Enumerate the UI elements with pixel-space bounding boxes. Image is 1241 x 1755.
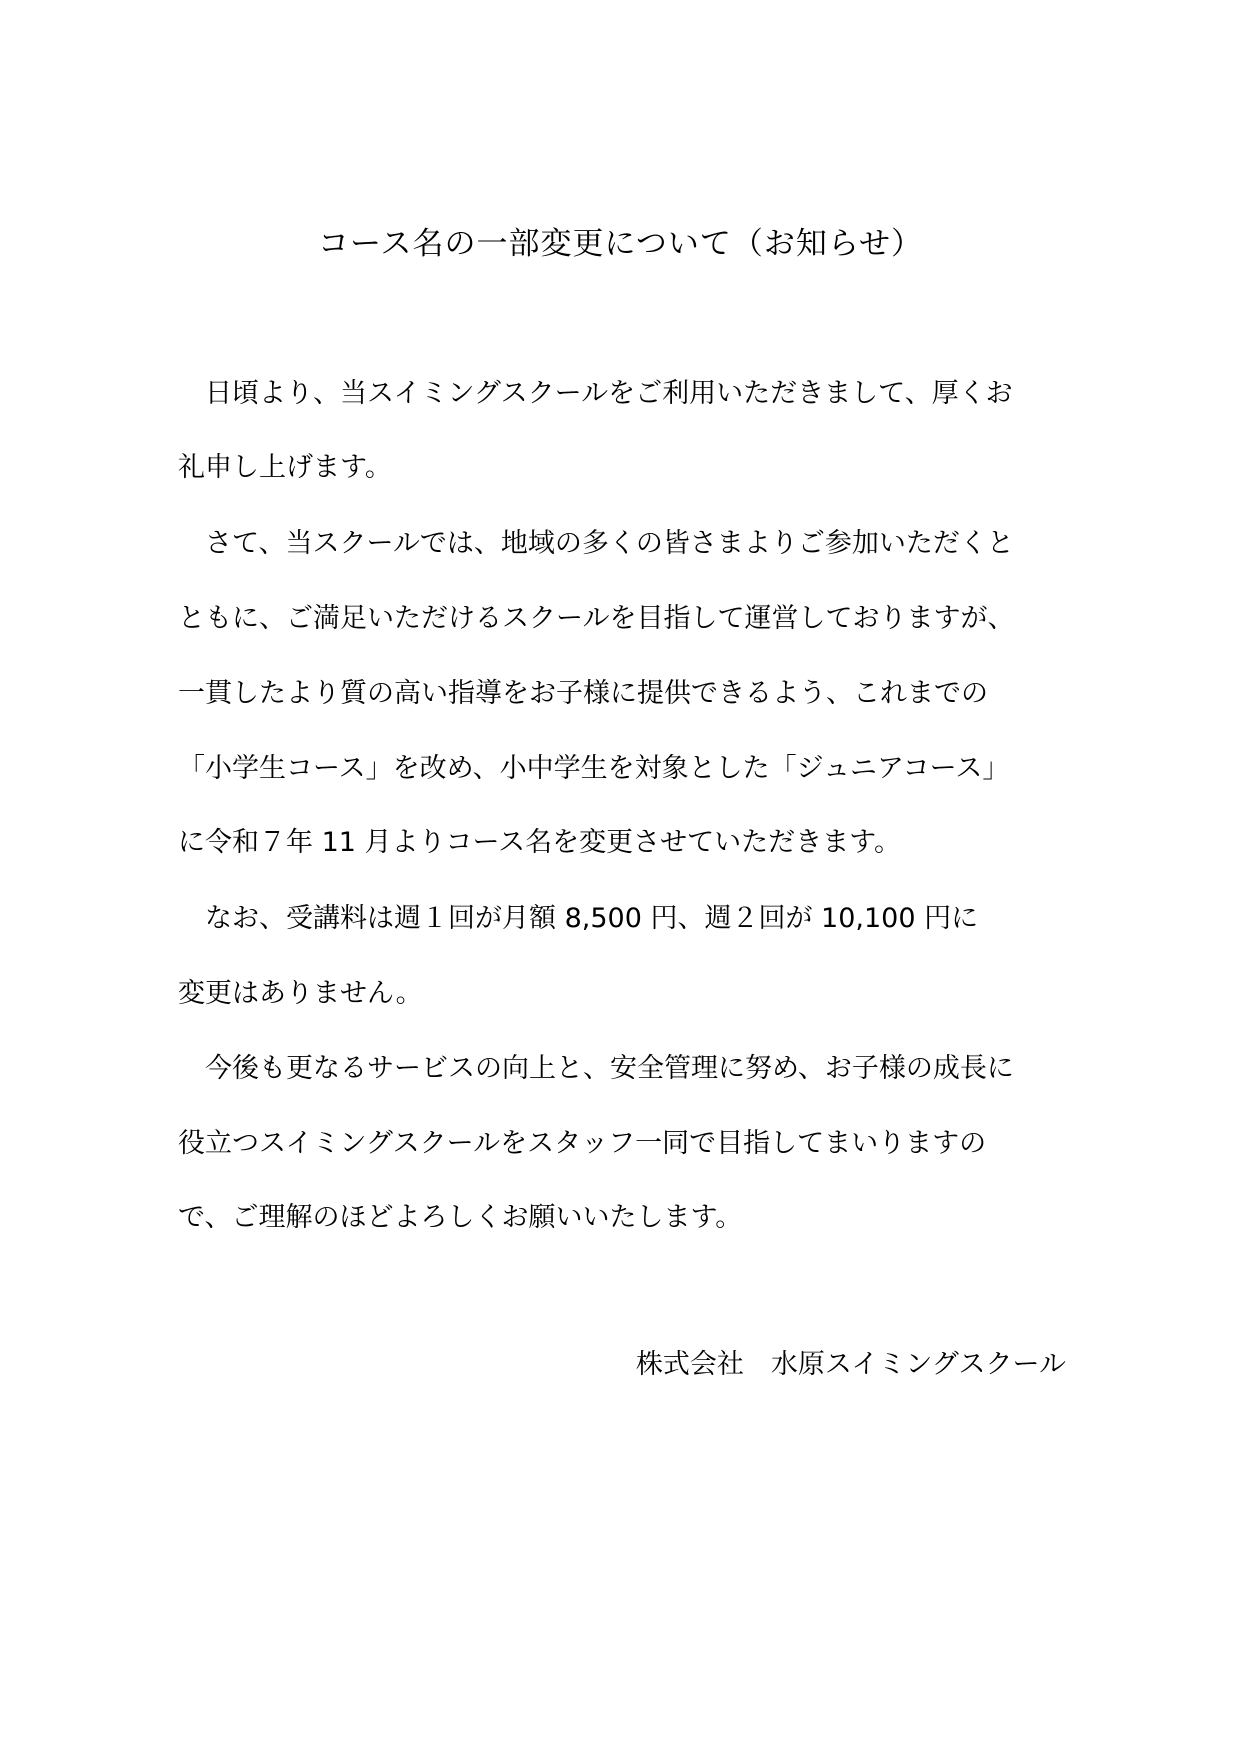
document-title: コース名の一部変更について（お知らせ） (318, 226, 923, 262)
body-line: 日頃より、当スイミングスクールをご利用いただきまして、厚くお (178, 378, 1013, 409)
body-line: 役立つスイミングスクールをスタッフ一同で目指してまいりますの (178, 1128, 987, 1159)
body-line: 今後も更なるサービスの向上と、安全管理に努め、お子様の成長に (178, 1053, 1014, 1084)
body-line: さて、当スクールでは、地域の多くの皆さまよりご参加いただくと (178, 528, 1014, 559)
body-line: 一貫したより質の高い指導をお子様に提供できるよう、これまでの (178, 678, 988, 709)
body-line: 変更はありません。 (178, 978, 423, 1009)
body-line: ともに、ご満足いただけるスクールを目指して運営しておりますが、 (178, 603, 1015, 634)
signature: 株式会社 水原スイミングスクール (635, 1349, 1066, 1380)
body-line: に令和７年 11 月よりコース名を変更させていただきます。 (178, 827, 902, 858)
body-line: なお、受講料は週１回が月額 8,500 円、週２回が 10,100 円に (178, 903, 979, 934)
body-line: 礼申し上げます。 (178, 452, 392, 483)
body-line: 「小学生コース」を改め、小中学生を対象とした「ジュニアコース」 (178, 753, 1010, 784)
body-line: で、ご理解のほどよろしくお願いいたします。 (178, 1202, 743, 1233)
